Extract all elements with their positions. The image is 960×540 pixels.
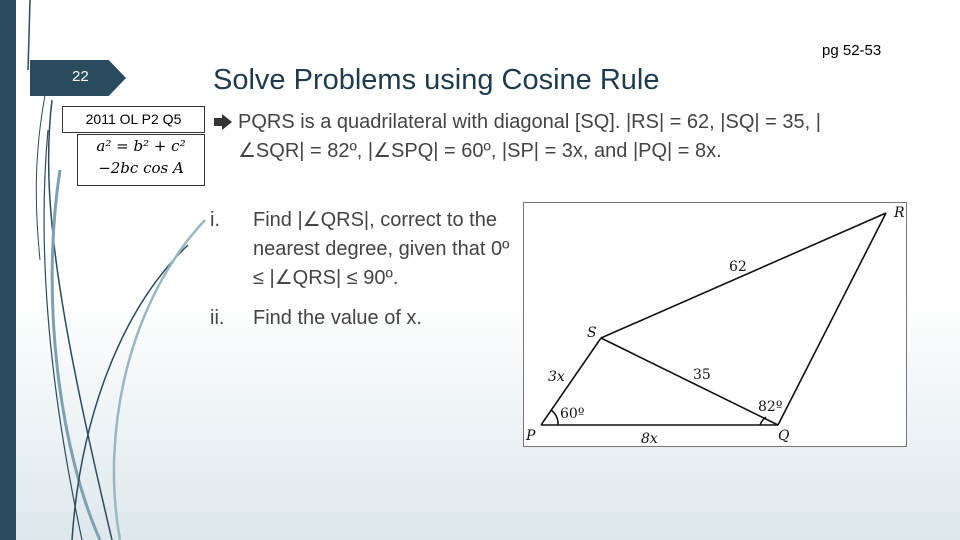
part-text: Find |∠QRS|, correct to the nearest degree, given that 0º ≤ |∠QRS| ≤ 90º. — [253, 209, 510, 289]
vertex-label-R: R — [894, 205, 905, 221]
side-label-PQ: 8x — [641, 431, 658, 446]
slide-number: 22 — [72, 68, 89, 85]
diagonal-SQ — [601, 338, 778, 425]
source-label: 2011 OL P2 Q5 — [62, 106, 205, 133]
vertex-label-S: S — [587, 325, 597, 341]
part-marker: i. — [210, 209, 220, 231]
side-label-SP: 3x — [548, 369, 565, 385]
formula-line-2: −2bc cos A — [98, 159, 184, 177]
question-part-i — [210, 206, 515, 293]
side-label-SR: 62 — [729, 259, 747, 275]
question-part-ii — [210, 304, 515, 333]
side-label-SQ: 35 — [693, 367, 711, 383]
angle-arc-P — [551, 410, 558, 425]
angle-label-P: 60º — [560, 406, 585, 422]
angle-label-Q: 82º — [758, 399, 783, 415]
cosine-rule-formula — [77, 134, 205, 186]
side-RS — [601, 213, 886, 338]
part-text: Find the value of x. — [253, 307, 422, 329]
quadrilateral-figure — [523, 202, 907, 447]
problem-statement: PQRS is a quadrilateral with diagonal [SQ]. |RS| = 62, |SQ| = 35, |∠SQR| = 82º, |∠SPQ| = 60º, |SP| = 3x, and |PQ| = 8x. — [238, 111, 821, 162]
vertex-label-P: P — [526, 428, 536, 444]
vertex-label-Q: Q — [778, 428, 790, 444]
page-reference: pg 52-53 — [822, 42, 882, 59]
side-QR — [778, 213, 886, 425]
formula-line-1: a² = b² + c² — [96, 137, 186, 155]
part-marker: ii. — [210, 307, 225, 329]
bullet-arrow-icon — [213, 113, 233, 131]
question-parts — [210, 206, 515, 333]
slide-title: Solve Problems using Cosine Rule — [213, 64, 660, 96]
